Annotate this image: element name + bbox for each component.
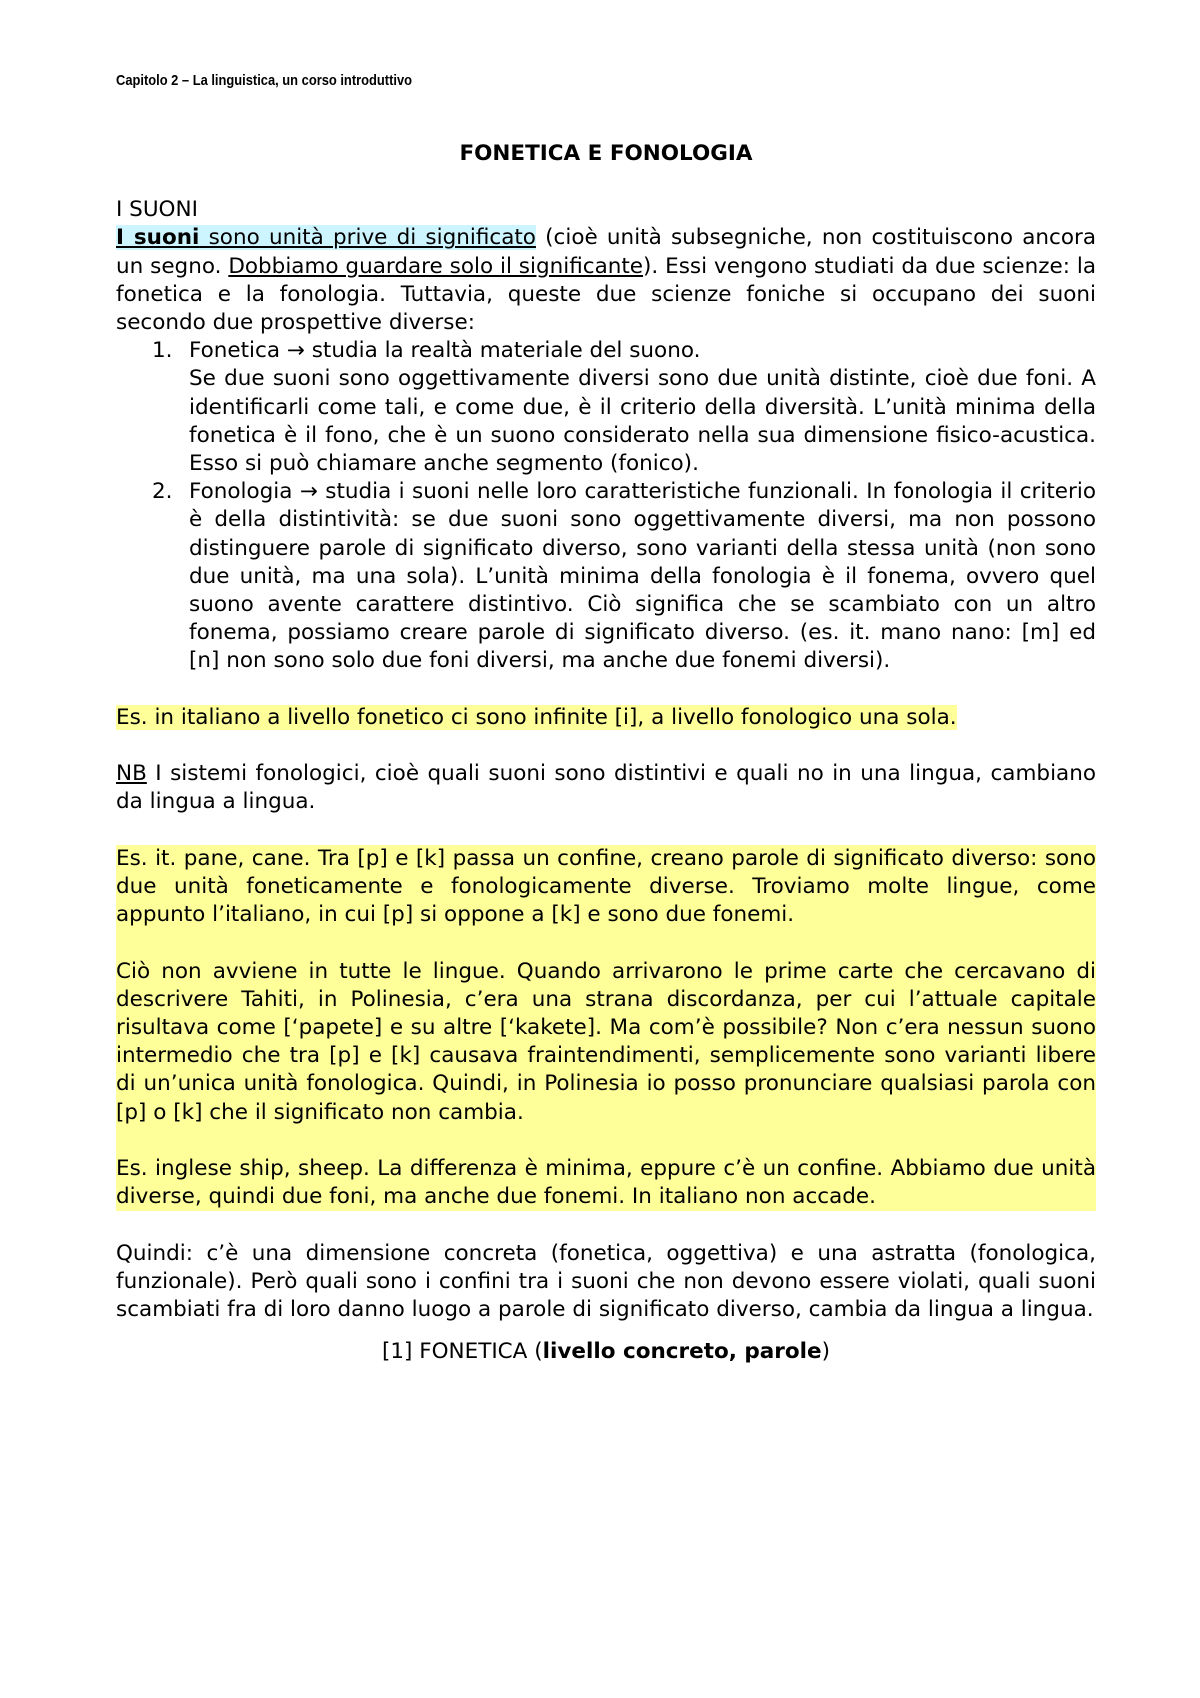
definition-rest: sono unità prive di significato: [199, 225, 536, 251]
numbered-list: [116, 337, 1096, 675]
spacer: [116, 676, 1096, 704]
list-number: 2.: [152, 479, 173, 505]
spacer: [116, 732, 1096, 760]
highlighted-definition: [116, 225, 536, 250]
document-title: FONETICA E FONOLOGIA: [459, 141, 753, 166]
intro-part2: (cioè unità subsegniche, non costituiscono ancora un segno.: [116, 225, 1096, 279]
spacer: [116, 1127, 1096, 1155]
underlined-phrase: Dobbiamo guardare solo il significante: [228, 253, 644, 279]
subsection-suffix: ): [821, 1339, 831, 1365]
subsection-prefix: [1] FONETICA (: [381, 1339, 543, 1365]
nb-text: I sistemi fonologici, cioè quali suoni sono distintivi e quali no in una lingua, cambiano da lingua a lingua.: [116, 761, 1096, 815]
example-paragraph: [116, 704, 1096, 732]
list-number: 1.: [152, 338, 173, 364]
nb-label: NB: [116, 761, 147, 787]
intro-paragraph: [116, 224, 1096, 337]
list-item: [116, 478, 1096, 675]
document-body: [116, 140, 1096, 1366]
example-paragraph: Es. inglese ship, sheep. La differenza è minima, eppure c’è un confine. Abbiamo due unità diverse, quindi due foni, ma anche due fonemi. In italiano non accade.: [116, 1156, 1096, 1210]
spacer: [116, 817, 1096, 845]
list-item-body: Fonologia → studia i suoni nelle loro caratteristiche funzionali. In fonologia il criterio è della distintività: se due suoni sono oggettivamente diversi, ma non possono distinguere parole di significato diverso, sono varianti della stessa unità (non sono due unità, ma una sola). L’unità minima della fonologia è il fonema, ovvero quel suono avente carattere distintivo. Ciò significa che se scambiato con un altro fonema, possiamo creare parole di significato diverso. (es. it. mano nano: [m] ed [n] non sono solo due foni diversi, ma anche due fonemi diversi).: [189, 479, 1096, 674]
conclusion-paragraph: Quindi: c’è una dimensione concreta (fonetica, oggettiva) e una astratta (fonologica, funzionale). Però quali sono i confini tra i suoni che non devono essere violati, quali suoni scambiati fra di loro danno luogo a parole di significato diverso, cambia da lingua a lingua.: [116, 1240, 1096, 1323]
subsection-heading: [116, 1338, 1096, 1366]
example-paragraph: Es. it. pane, cane. Tra [p] e [k] passa un confine, creano parole di significato diverso: sono due unità foneticamente e fonologicamente diverse. Troviamo molte lingue, come appunto l’italiano, in cui [p] si oppone a [k] e sono due fonemi.: [116, 845, 1096, 928]
spacer: [116, 1211, 1096, 1239]
intro-part3: ). Essi vengono studiati da due scienze: la fonetica e la fonologia. Tuttavia, queste due scienze foniche si occupano dei suoni secondo due prospettive diverse:: [116, 253, 1097, 336]
list-item: [116, 337, 1096, 478]
bold-term: I suoni: [116, 225, 200, 251]
spacer: [116, 929, 1096, 957]
subsection-bold: livello concreto, parole: [542, 1339, 822, 1365]
list-item-body: Se due suoni sono oggettivamente diversi sono due unità distinte, cioè due foni. A identificarli come tali, e come due, è il criterio della diversità. L’unità minima della fonetica è il fono, che è un suono considerato nella sua dimensione fisico-acustica. Esso si può chiamare anche segmento (fonico).: [189, 366, 1096, 477]
section-heading: I SUONI: [116, 197, 198, 223]
list-item-heading: Fonetica → studia la realtà materiale del suono.: [189, 338, 701, 364]
highlighted-example: Es. in italiano a livello fonetico ci sono infinite [i], a livello fonologico una sola.: [116, 704, 957, 730]
example-paragraph: Ciò non avviene in tutte le lingue. Quando arrivarono le prime carte che cercavano di descrivere Tahiti, in Polinesia, c’era una strana discordanza, per cui l’attuale capitale risultava come [‘papete] e su altre [‘kakete]. Ma com’è possibile? Non c’era nessun suono intermedio che tra [p] e [k] causava fraintendimenti, semplicemente sono varianti libere di un’unica unità fonologica. Quindi, in Polinesia io posso pronunciare qualsiasi parola con [p] o [k] che il significato non cambia.: [116, 958, 1096, 1125]
running-header: Capitolo 2 – La linguistica, un corso introduttivo: [116, 72, 413, 89]
highlighted-examples-block: [116, 845, 1096, 1212]
nb-paragraph: [116, 760, 1096, 816]
